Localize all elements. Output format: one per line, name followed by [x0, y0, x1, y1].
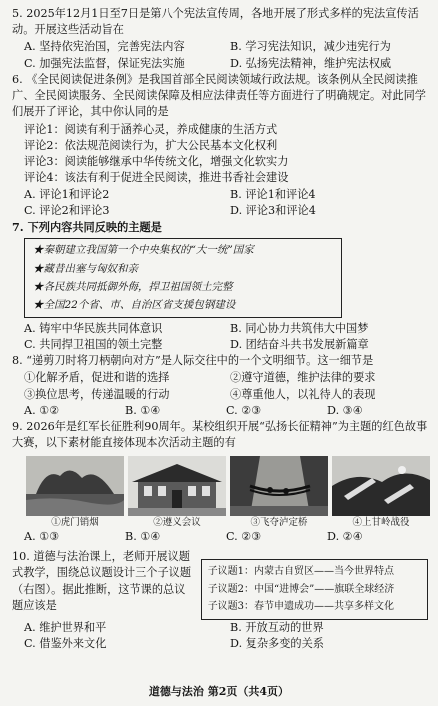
question-6: [12, 72, 428, 219]
photo-4-caption: ④上甘岭战役: [352, 516, 410, 528]
option-9a[interactable]: A. ①③: [24, 530, 60, 543]
option-8c[interactable]: C. ②③: [226, 403, 262, 417]
option-8b[interactable]: B. ①④: [125, 403, 161, 417]
question-7: [12, 219, 428, 353]
option-9b[interactable]: B. ①④: [125, 530, 161, 543]
option-6b[interactable]: B. 评论1和评论4: [230, 187, 316, 201]
question-10: [12, 549, 428, 652]
question-5: [12, 6, 428, 72]
question-9-photos: [12, 456, 428, 529]
question-8: [12, 353, 428, 419]
photo-4-image: [332, 456, 430, 516]
option-8d[interactable]: D. ③④: [327, 403, 363, 417]
question-7-material-box: [24, 238, 342, 318]
question-7-options: [12, 321, 428, 353]
material-item-4: ★全国22个省、市、自治区省支援包钢建设: [33, 299, 236, 312]
photo-2: [128, 456, 226, 529]
option-5c[interactable]: C. 加强宪法监督，保证宪法实施: [24, 56, 185, 70]
material-item-1: ★秦朝建立我国第一个中央集权的“大一统”国家: [33, 244, 254, 257]
photo-3-image: [230, 456, 328, 516]
choice-8-4: ④尊重他人，以礼待人的表现: [230, 387, 376, 401]
option-9d[interactable]: D. ②④: [327, 530, 363, 543]
option-7d[interactable]: D. 团结奋斗共书发展新篇章: [230, 338, 369, 352]
photo-2-caption: ②遵义会议: [153, 516, 201, 528]
question-6-stem: 6. 《全民阅读促进条例》是我国首部全民阅读领域行政法规。该条例从全民阅读推广、全民阅读服务、全民阅读保障及相应法律责任等方面进行了明确规定。对此同学们展开了评论，其中你认同的是: [12, 72, 426, 119]
question-9: [12, 419, 428, 545]
comment-2: 评论2：依法规范阅读行为，扩大公民基本文化权利: [24, 138, 278, 152]
question-5-stem: 5. 2025年12月1日至7日是第八个宪法宣传周，各地开展了形式多样的宪法宣传活动。开展这些活动旨在: [12, 7, 419, 37]
option-6d[interactable]: D. 评论3和评论4: [230, 203, 316, 217]
question-8-choices: [12, 370, 428, 402]
option-7c[interactable]: C. 共同捍卫祖国的领土完整: [24, 338, 163, 352]
question-9-stem: 9. 2026年是红军长征胜利90周年。某校组织开展“弘扬长征精神”为主题的红色故事大赛，以下素材能直接体现本次活动主题的有: [12, 420, 428, 450]
option-7a[interactable]: A. 铸牢中华民族共同体意识: [24, 321, 163, 335]
subtopic-1: 子议题1：内蒙古自贸区——当今世界特点: [207, 566, 395, 578]
comment-3: 评论3：阅读能够继承中华传统文化，增强文化软实力: [24, 155, 289, 169]
question-10-options: [12, 620, 428, 652]
question-5-options: [12, 39, 428, 71]
option-9c[interactable]: C. ②③: [226, 530, 262, 543]
option-6c[interactable]: C. 评论2和评论3: [24, 203, 110, 217]
photo-1-caption: ①虎门销烟: [51, 516, 99, 528]
question-8-options: [12, 403, 428, 419]
option-6a[interactable]: A. 评论1和评论2: [24, 187, 110, 201]
question-10-stem: 10. 道德与法治课上，老师开展议题式教学，围绕总议题设计三个子议题（右图）。据此推断，这节课的总议题应该是: [12, 550, 192, 612]
option-5a[interactable]: A. 坚持依宪治国，完善宪法内容: [24, 40, 185, 54]
choice-8-1: ①化解矛盾，促进和谐的选择: [24, 371, 170, 385]
option-8a[interactable]: A. ①②: [24, 403, 60, 417]
choice-8-2: ②遵守道德，维护法律的要求: [230, 371, 376, 385]
question-8-stem: 8. “递剪刀时将刀柄朝向对方”是人际交往中的一个文明细节。这一细节是: [12, 354, 374, 368]
question-9-options: [12, 529, 428, 545]
photo-3-caption: ③飞夺泸定桥: [250, 516, 308, 528]
subtopic-3: 子议题3：春节申遗成功——共享多样文化: [207, 601, 395, 613]
comment-1: 评论1：阅读有利于涵养心灵，养成健康的生活方式: [24, 122, 278, 136]
question-6-options: [12, 187, 428, 219]
option-10b[interactable]: B. 开放互动的世界: [230, 620, 324, 634]
photo-4: [332, 456, 430, 529]
photo-1: [26, 456, 124, 529]
comment-4: 评论4：该法有利于促进全民阅读，推进书香社会建设: [24, 171, 289, 185]
photo-3: [230, 456, 328, 529]
choice-8-3: ③换位思考，传递温暖的行动: [24, 387, 170, 401]
subtopic-box: [201, 559, 428, 620]
option-10d[interactable]: D. 复杂多变的关系: [230, 636, 324, 650]
option-5b[interactable]: B. 学习宪法知识，减少违宪行为: [230, 40, 391, 54]
page-footer: 道德与法治 第2页（共4页）: [148, 685, 290, 699]
photo-2-image: [128, 456, 226, 516]
material-item-2: ★藏昔出塞与匈奴和亲: [33, 262, 138, 275]
option-10c[interactable]: C. 借鉴外来文化: [24, 636, 107, 650]
subtopic-2: 子议题2：中国“进博会”——旗联全球经济: [207, 583, 395, 595]
question-10-layout: [12, 549, 428, 620]
material-item-3: ★各民族共同抵御外侮，捍卫祖国领土完整: [33, 281, 233, 294]
question-7-stem: 7. 下列内容共同反映的主题是: [12, 220, 162, 235]
option-10a[interactable]: A. 维护世界和平: [24, 620, 107, 634]
option-5d[interactable]: D. 弘扬宪法精神，维护宪法权威: [230, 56, 392, 70]
photo-1-image: [26, 456, 124, 516]
option-7b[interactable]: B. 同心协力共筑伟大中国梦: [230, 321, 369, 335]
